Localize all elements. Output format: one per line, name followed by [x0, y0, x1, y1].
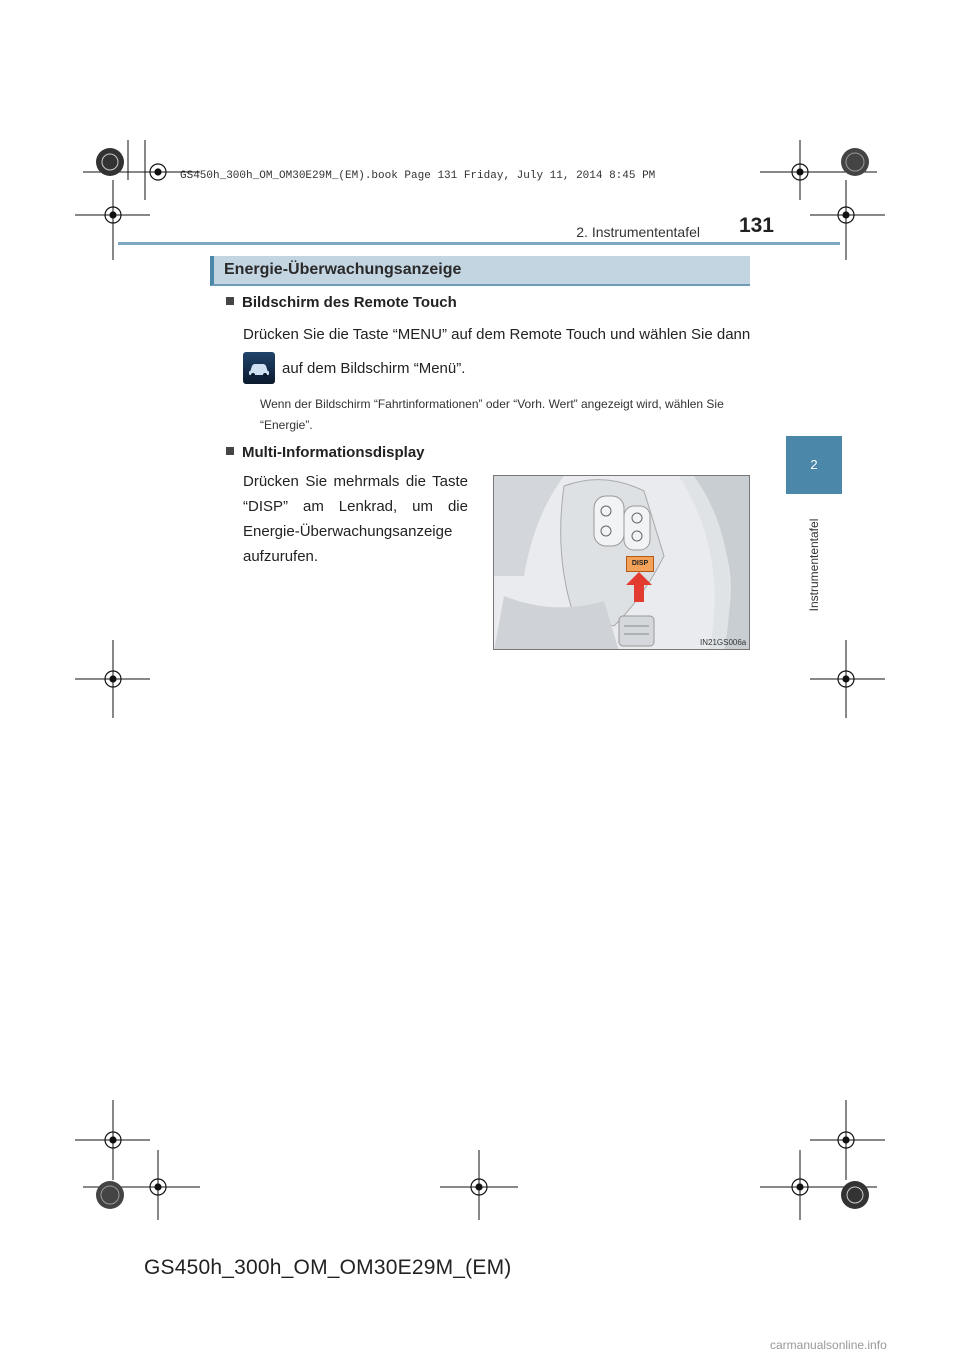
- subheading-remote-touch: [226, 294, 457, 311]
- registration-mark-icon: [105, 164, 854, 1195]
- footer-model-code: GS450h_300h_OM_OM30E29M_(EM): [144, 1256, 512, 1279]
- header-rule: [118, 242, 840, 245]
- bullet-square-icon: [226, 447, 234, 455]
- running-section-title: 2. Instrumententafel: [576, 224, 700, 240]
- remote-touch-instruction-line1: Drücken Sie die Taste “MENU” auf dem Remote Touch und wählen Sie dann: [243, 326, 751, 343]
- chapter-tab-number: 2: [786, 436, 842, 494]
- subheading-remote-touch-text: Bildschirm des Remote Touch: [242, 294, 457, 311]
- registration-sunburst-icon: [96, 148, 869, 1209]
- figure-code: IN21GS006a: [700, 638, 747, 647]
- arrow-up-icon: [626, 572, 652, 602]
- subheading-multi-info: [226, 444, 425, 461]
- page-number: 131: [738, 214, 774, 237]
- bullet-square-icon: [226, 297, 234, 305]
- car-menu-icon: [243, 352, 275, 384]
- chapter-tab-label-text: Instrumententafel: [807, 518, 821, 612]
- disp-button-label: DISP: [631, 560, 649, 567]
- disp-button: [626, 556, 654, 572]
- section-heading: [210, 256, 750, 286]
- remote-touch-instruction-line2: auf dem Bildschirm “Menü”.: [282, 360, 466, 377]
- steering-wheel-figure: [493, 475, 750, 650]
- chapter-tab-label: [786, 495, 842, 635]
- print-header: GS450h_300h_OM_OM30E29M_(EM).book Page 131 Friday, July 11, 2014 8:45 PM: [180, 170, 656, 182]
- subheading-multi-info-text: Multi-Informationsdisplay: [242, 444, 425, 461]
- remote-touch-note: Wenn der Bildschirm “Fahrtinformationen” oder “Vorh. Wert” angezeigt wird, wählen Sie “Energie”.: [260, 397, 724, 432]
- section-heading-text: Energie-Überwachungsanzeige: [224, 261, 462, 278]
- steering-wheel-illustration: [494, 476, 750, 650]
- multi-info-instruction: Drücken Sie mehrmals die Taste “DISP” am Lenkrad, um die Energie-Überwachungsanzeige aufzurufen.: [243, 473, 468, 565]
- watermark: carmanualsonline.info: [770, 1338, 887, 1352]
